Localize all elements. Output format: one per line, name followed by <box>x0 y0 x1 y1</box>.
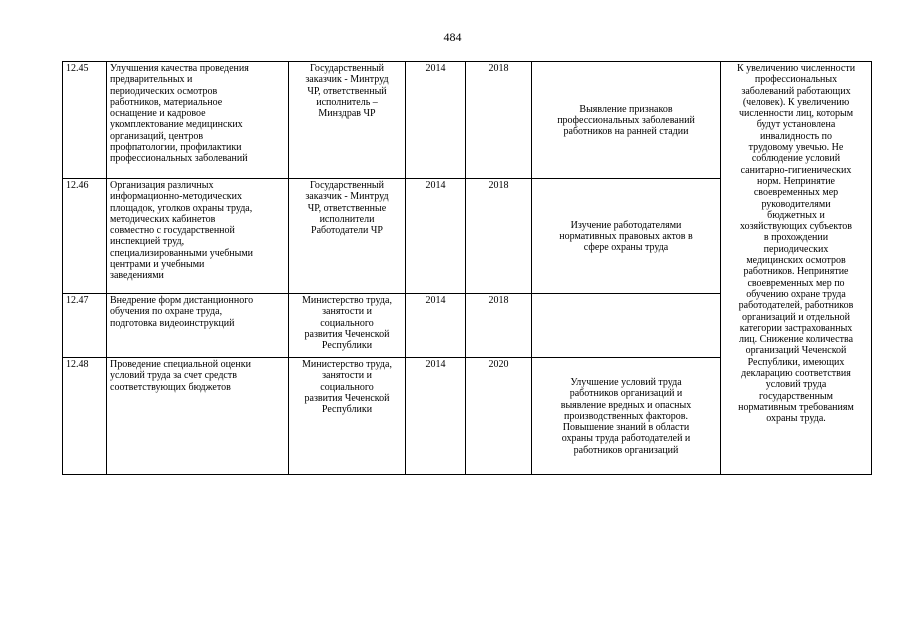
start-year: 2014 <box>406 179 466 294</box>
start-year: 2014 <box>406 62 466 179</box>
measure-name: Проведение специальной оценки условий труда за счет средств соответствующих бюджетов <box>107 358 289 475</box>
executor: Государственный заказчик - Минтруд ЧР, ответственный исполнитель – Минздрав ЧР <box>289 62 406 179</box>
row-number: 12.46 <box>63 179 107 294</box>
row-number: 12.45 <box>63 62 107 179</box>
expected-result: Изучение работодателями нормативных правовых актов в сфере охраны труда <box>532 179 721 294</box>
end-year: 2018 <box>466 294 532 358</box>
measure-name: Внедрение форм дистанционного обучения по охране труда, подготовка видеоинструкций <box>107 294 289 358</box>
row-number: 12.48 <box>63 358 107 475</box>
end-year: 2020 <box>466 358 532 475</box>
measure-name: Улучшения качества проведения предварительных и периодических осмотров работников, материальное оснащение и кадровое укомплектование медицинских организаций, центров профпатологии, профилактики профессиональных заболеваний <box>107 62 289 179</box>
executor: Министерство труда, занятости и социального развития Чеченской Республики <box>289 294 406 358</box>
page-number: 484 <box>443 30 462 44</box>
executor: Государственный заказчик - Минтруд ЧР, ответственные исполнители Работодатели ЧР <box>289 179 406 294</box>
start-year: 2014 <box>406 294 466 358</box>
expected-result: Выявление признаков профессиональных заболеваний работников на ранней стадии <box>532 62 721 179</box>
measure-name: Организация различных информационно-методических площадок, уголков охраны труда, методических кабинетов совместно с государственной инспекцией труд, специализированными учебными центрами и учебными заведениями <box>107 179 289 294</box>
end-year: 2018 <box>466 179 532 294</box>
row-number: 12.47 <box>63 294 107 358</box>
expected-result <box>532 294 721 358</box>
start-year: 2014 <box>406 358 466 475</box>
end-year: 2018 <box>466 62 532 179</box>
risk-indicator: К увеличению численности профессиональных заболеваний работающих (человек). К увеличению численности лиц, которым будут установлена инвалидность по трудовому увечью. Не соблюдение условий санитарно-гигиенических норм. Непринятие своевременных мер руководителями бюджетных и хозяйствующих субъектов в прохождении периодических медицинских осмотров работников. Непринятие своевременных мер по обучению охране труда работодателей, работников организаций и отдельной категории застрахованных лиц. Снижение количества организаций Чеченской Республики, имеющих декларацию соответствия условий труда государственным нормативным требованиям охраны труда. <box>721 62 872 475</box>
expected-result: Улучшение условий труда работников организаций и выявление вредных и опасных производственных факторов. Повышение знаний в области охраны труда работодателей и работников организаций <box>532 358 721 475</box>
table-row <box>63 62 872 179</box>
program-measures-table <box>62 61 872 475</box>
executor: Министерство труда, занятости и социального развития Чеченской Республики <box>289 358 406 475</box>
